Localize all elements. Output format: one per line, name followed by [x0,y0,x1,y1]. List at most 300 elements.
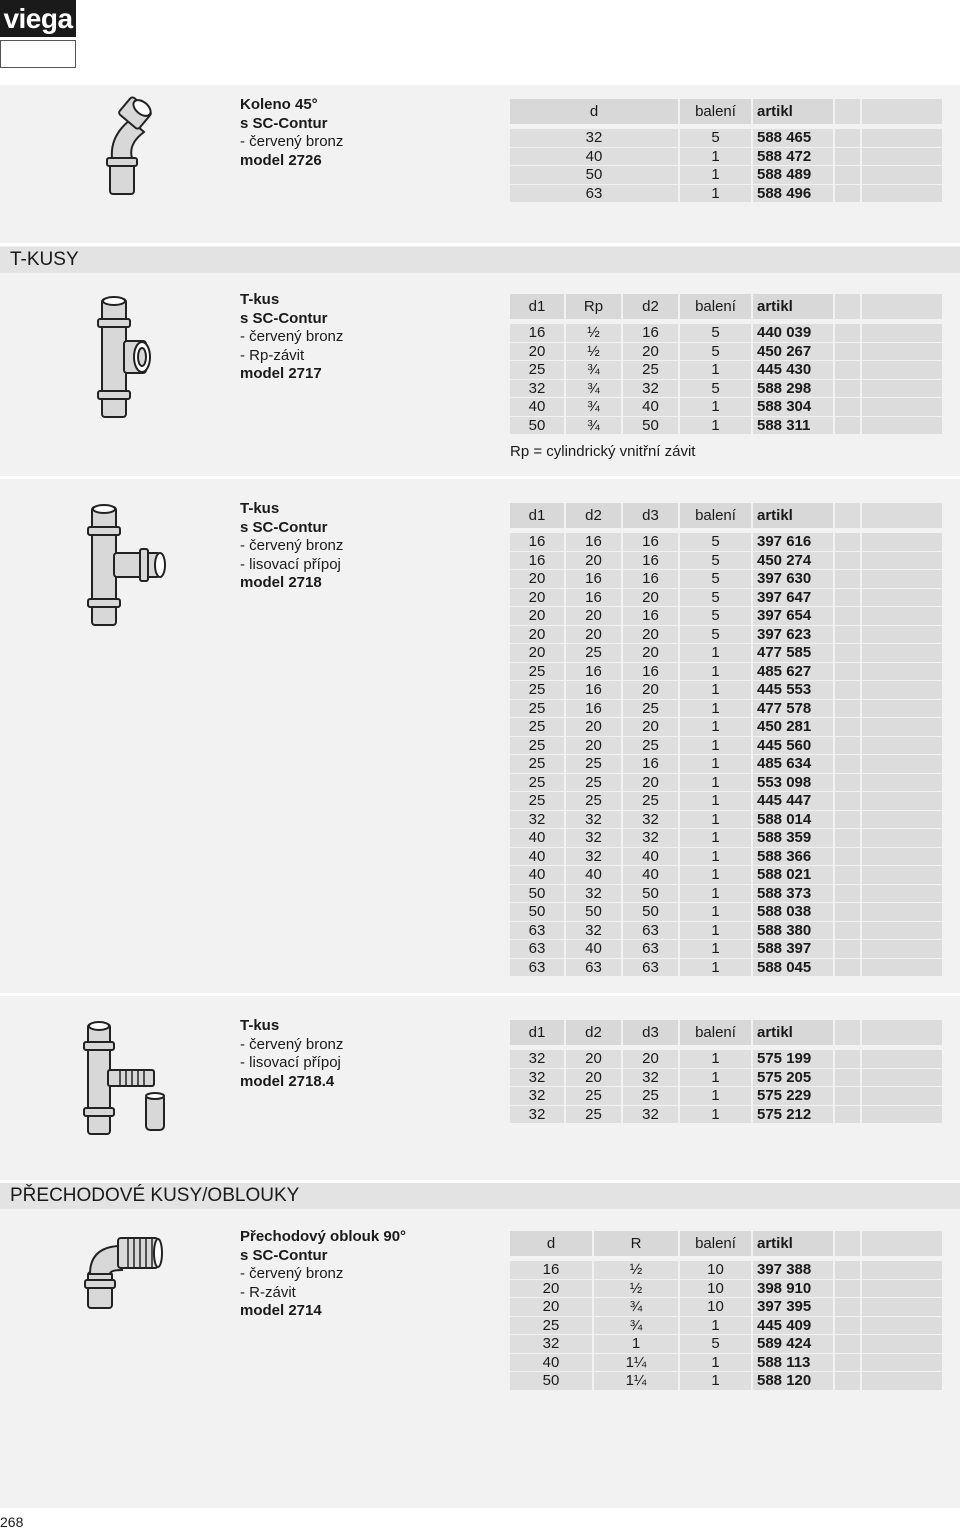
table-row [510,552,942,570]
blank-cell [862,1335,942,1353]
blank-cell [835,848,860,866]
table-row [510,829,942,847]
table-row [510,755,942,773]
blank-cell [835,811,860,829]
cell: 16 [623,607,678,625]
product-line: - červený bronz [240,1035,344,1053]
blank-cell [835,940,860,958]
table-row [510,1335,942,1353]
blank-cell [835,607,860,625]
cell: 1 [680,681,751,699]
blank-cell [862,1354,942,1372]
cell: 40 [510,848,564,866]
product-line: - červený bronz [240,1265,344,1282]
blank-cell [835,959,860,977]
blank-cell [835,361,860,379]
cell: 16 [623,324,678,342]
cell: 40 [623,866,678,884]
cell: 40 [623,398,678,416]
cell: 20 [623,589,678,607]
elbow-90-threaded-icon [84,1234,164,1312]
article-number: 445 560 [753,737,833,755]
blank-cell [862,398,942,416]
product-line: - R-závit [240,1283,296,1301]
blank-cell [862,1372,942,1390]
product-prechodovy-oblouk [240,1228,406,1321]
cell: 63 [510,922,564,940]
table-row [510,1280,942,1298]
tee-threaded-icon [94,295,156,421]
table-row [510,533,942,551]
table-row [510,1298,942,1316]
article-number: 588 359 [753,829,833,847]
blank-cell [835,1106,860,1124]
cell: 1 [680,940,751,958]
cell: 20 [510,1298,592,1316]
blank-cell [835,1372,860,1390]
cell: 25 [623,1087,678,1105]
cell: ¾ [566,361,621,379]
blank-cell [862,829,942,847]
cell: 1 [680,148,751,166]
article-number: 588 120 [753,1372,833,1390]
blank-cell [862,848,942,866]
cell: 25 [623,700,678,718]
blank-cell [862,1280,942,1298]
table-row [510,718,942,736]
cell: 16 [566,570,621,588]
blank-cell [835,663,860,681]
product-model: model 2718.4 [240,1072,335,1090]
cell: 32 [623,380,678,398]
article-number: 553 098 [753,774,833,792]
blank-cell [835,503,860,528]
cell: 32 [510,1335,592,1353]
cell: 5 [680,533,751,551]
cell: 63 [510,185,678,203]
cell: 20 [623,644,678,662]
article-number: 588 304 [753,398,833,416]
cell: 1 [680,922,751,940]
table-row [510,866,942,884]
article-number: 588 298 [753,380,833,398]
section-title-tee: T-KUSY [0,247,960,273]
cell: 16 [510,533,564,551]
article-number: 450 281 [753,718,833,736]
column-header: d1 [510,503,564,528]
blank-cell [835,552,860,570]
article-number: 575 229 [753,1087,833,1105]
blank-cell [835,1317,860,1335]
article-number: 588 380 [753,922,833,940]
cell: 1 [680,1050,751,1068]
table-row [510,361,942,379]
blank-cell [862,626,942,644]
cell: 1 [680,185,751,203]
table-row [510,1261,942,1279]
cell: 40 [510,398,564,416]
blank-cell [862,1317,942,1335]
blank-cell [862,774,942,792]
cell: 50 [510,903,564,921]
cell: 32 [510,380,564,398]
blank-cell [862,185,942,203]
blank-cell [835,185,860,203]
cell: 40 [510,866,564,884]
column-header: d3 [623,1020,678,1045]
cell: 1 [680,755,751,773]
cell: 25 [566,755,621,773]
cell: 32 [566,885,621,903]
table-row [510,903,942,921]
product-line: - Rp-závit [240,346,305,364]
blank-cell [862,589,942,607]
column-header: artikl [753,1020,833,1045]
cell: 40 [623,848,678,866]
table-row [510,166,942,184]
page-number: 268 [0,1514,24,1530]
cell: 16 [566,533,621,551]
blank-cell [862,324,942,342]
article-number: 588 366 [753,848,833,866]
cell: 1 [680,885,751,903]
article-number: 397 616 [753,533,833,551]
cell: 32 [623,829,678,847]
article-number: 588 038 [753,903,833,921]
blank-cell [835,1280,860,1298]
cell: 25 [510,1317,592,1335]
cell: 10 [680,1261,751,1279]
blank-cell [862,644,942,662]
cell: 5 [680,380,751,398]
cell: 16 [510,324,564,342]
column-header: R [594,1231,678,1256]
cell: 1 [680,811,751,829]
product-model: model 2714 [240,1302,322,1319]
cell: 20 [566,718,621,736]
article-number: 397 647 [753,589,833,607]
article-number: 397 654 [753,607,833,625]
product-t-kus-2717 [240,291,343,384]
product-line: s SC-Contur [240,114,328,132]
cell: 16 [623,552,678,570]
cell: 16 [566,700,621,718]
blank-cell [835,1354,860,1372]
table-row [510,324,942,342]
table-2714 [508,1230,944,1391]
cell: 50 [510,417,564,435]
cell: 5 [680,607,751,625]
cell: ½ [594,1280,678,1298]
cell: 16 [623,755,678,773]
cell: 20 [510,570,564,588]
cell: 5 [680,129,751,147]
article-number: 588 311 [753,417,833,435]
product-koleno-45 [240,96,343,170]
blank-cell [862,294,942,319]
blank-cell [835,792,860,810]
column-header: artikl [753,503,833,528]
cell: 20 [566,552,621,570]
blank-cell [835,129,860,147]
blank-cell [835,1050,860,1068]
blank-cell [862,1298,942,1316]
table-row [510,1106,942,1124]
table-row [510,589,942,607]
cell: 1 [680,398,751,416]
product-line: s SC-Contur [240,518,328,536]
article-number: 575 205 [753,1069,833,1087]
cell: 25 [566,1106,621,1124]
cell: 16 [510,552,564,570]
table-row [510,811,942,829]
cell: 16 [566,663,621,681]
article-number: 589 424 [753,1335,833,1353]
table-row [510,417,942,435]
column-header: balení [680,294,751,319]
blank-cell [835,99,860,124]
cell: 16 [623,663,678,681]
cell: 16 [566,589,621,607]
column-header: d2 [566,1020,621,1045]
article-number: 588 113 [753,1354,833,1372]
table-row [510,700,942,718]
cell: 25 [623,737,678,755]
cell: 25 [510,737,564,755]
blank-cell [835,570,860,588]
article-number: 445 447 [753,792,833,810]
blank-cell [862,903,942,921]
table-row [510,774,942,792]
article-number: 588 021 [753,866,833,884]
blank-cell [835,885,860,903]
cell: 25 [510,774,564,792]
article-number: 397 630 [753,570,833,588]
product-line: - červený bronz [240,133,344,150]
cell: ½ [566,324,621,342]
product-t-kus-2718 [240,500,343,593]
cell: 20 [566,1069,621,1087]
product-name: T-kus [240,500,280,517]
cell: 5 [680,552,751,570]
article-number: 397 623 [753,626,833,644]
article-number: 440 039 [753,324,833,342]
blank-cell [835,380,860,398]
article-number: 450 267 [753,343,833,361]
product-line: - lisovací přípoj [240,555,341,573]
table-2717 [508,293,944,435]
blank-cell [835,755,860,773]
section-title-transition: PŘECHODOVÉ KUSY/OBLOUKY [0,1183,960,1209]
cell: 40 [566,866,621,884]
cell: 50 [623,417,678,435]
cell: 50 [510,166,678,184]
article-number: 588 496 [753,185,833,203]
product-line: - lisovací přípoj [240,1054,341,1071]
product-line: s SC-Contur [240,309,328,327]
blank-cell [862,940,942,958]
product-line: - červený bronz [240,537,344,554]
cell: 20 [510,607,564,625]
cell: 1 [680,1372,751,1390]
cell: 25 [623,792,678,810]
cell: 20 [623,1050,678,1068]
blank-cell [862,811,942,829]
cell: ¾ [594,1317,678,1335]
blank-cell [862,755,942,773]
cell: 32 [623,1069,678,1087]
table-row [510,737,942,755]
cell: 63 [623,940,678,958]
blank-cell [835,533,860,551]
table-row [510,185,942,203]
table-row [510,398,942,416]
cell: 40 [510,1354,592,1372]
cell: 1 [680,663,751,681]
cell: 1 [680,1069,751,1087]
blank-cell [862,1050,942,1068]
blank-cell [862,663,942,681]
blank-cell [862,885,942,903]
blank-cell [835,681,860,699]
cell: 10 [680,1298,751,1316]
blank-cell [835,1087,860,1105]
blank-cell [862,1261,942,1279]
cell: ½ [594,1261,678,1279]
table-row [510,343,942,361]
cell: 32 [510,1106,564,1124]
cell: 20 [510,626,564,644]
cell: 25 [510,361,564,379]
blank-cell [862,700,942,718]
cell: 63 [623,922,678,940]
blank-cell [835,626,860,644]
cell: 50 [566,903,621,921]
cell: 20 [510,1280,592,1298]
cell: 32 [510,129,678,147]
cell: 40 [510,148,678,166]
table-row [510,848,942,866]
cell: 1 [680,361,751,379]
cell: 25 [623,361,678,379]
blank-cell [862,1020,942,1045]
cell: 25 [566,792,621,810]
product-name: Koleno 45° [240,96,318,113]
cell: ½ [566,343,621,361]
blank-cell [835,148,860,166]
cell: 20 [623,343,678,361]
table-row [510,922,942,940]
blank-cell [862,166,942,184]
table-row [510,885,942,903]
product-model: model 2717 [240,365,322,382]
blank-cell [835,1020,860,1045]
blank-cell [835,922,860,940]
logo-frame [0,40,76,68]
divider [0,993,960,996]
article-number: 485 634 [753,755,833,773]
blank-cell [835,774,860,792]
blank-cell [862,792,942,810]
cell: ¾ [566,398,621,416]
cell: 20 [623,626,678,644]
blank-cell [862,718,942,736]
blank-cell [862,503,942,528]
cell: 1 [680,718,751,736]
cell: 50 [510,885,564,903]
blank-cell [862,343,942,361]
blank-cell [862,1231,942,1256]
table-row [510,792,942,810]
cell: 25 [510,755,564,773]
cell: 5 [680,589,751,607]
cell: 20 [510,343,564,361]
cell: 32 [623,1106,678,1124]
blank-cell [862,129,942,147]
cell: 1 [680,700,751,718]
column-header: d3 [623,503,678,528]
table-row [510,644,942,662]
article-number: 445 553 [753,681,833,699]
table-row [510,1317,942,1335]
tee-press-icon [82,503,168,629]
article-number: 575 212 [753,1106,833,1124]
table-row [510,1372,942,1390]
blank-cell [835,1069,860,1087]
blank-cell [862,737,942,755]
table-row [510,1050,942,1068]
cell: 63 [623,959,678,977]
cell: 32 [623,811,678,829]
cell: 1 [680,959,751,977]
column-header: Rp [566,294,621,319]
cell: 1 [680,848,751,866]
cell: 5 [680,626,751,644]
product-t-kus-2718-4 [240,1017,343,1091]
cell: 20 [566,626,621,644]
cell: 5 [680,1335,751,1353]
table-row [510,681,942,699]
divider [0,243,960,246]
table-2718-4 [508,1019,944,1124]
article-number: 445 430 [753,361,833,379]
blank-cell [862,148,942,166]
column-header: d1 [510,1020,564,1045]
table-row [510,129,942,147]
cell: 1 [680,1354,751,1372]
blank-cell [862,1087,942,1105]
product-model: model 2718 [240,574,322,591]
cell: 32 [566,922,621,940]
blank-cell [835,700,860,718]
cell: 10 [680,1280,751,1298]
elbow-45-icon [92,96,162,200]
cell: 50 [623,903,678,921]
table-row [510,607,942,625]
column-header: balení [680,1231,751,1256]
cell: 32 [510,1087,564,1105]
cell: 63 [510,959,564,977]
blank-cell [835,417,860,435]
article-number: 588 045 [753,959,833,977]
cell: 63 [510,940,564,958]
cell: 20 [566,607,621,625]
cell: 16 [510,1261,592,1279]
brand-logo: viega [0,0,76,37]
table-row [510,1069,942,1087]
product-name: T-kus [240,291,280,308]
thread-note: Rp = cylindrický vnitřní závit [510,443,696,460]
